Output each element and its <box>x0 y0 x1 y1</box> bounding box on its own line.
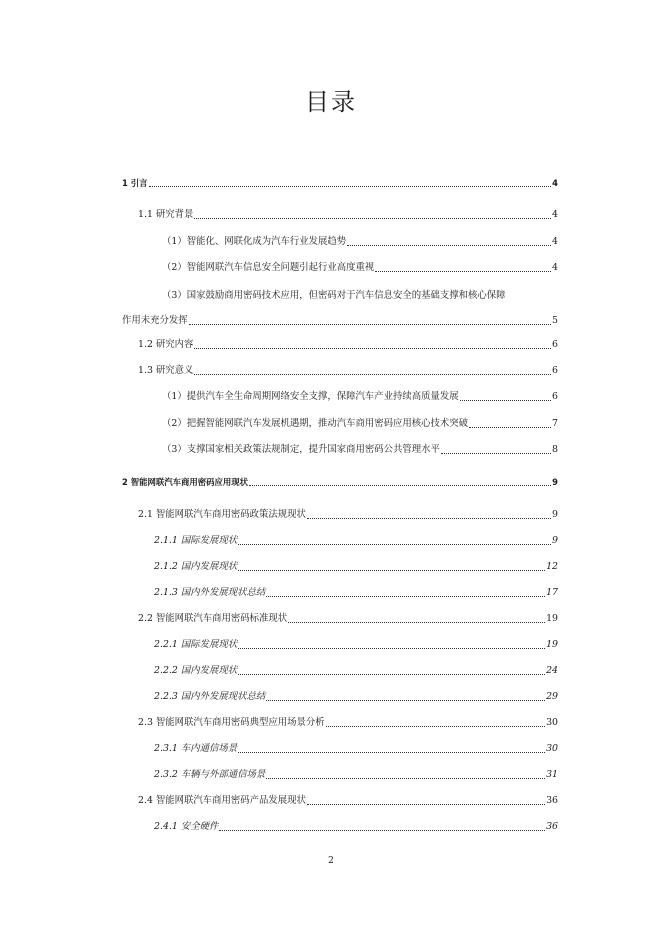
toc-entry[interactable] <box>154 768 558 782</box>
toc-entry[interactable] <box>138 716 558 730</box>
toc-leader-dots <box>347 245 551 246</box>
toc-leader-dots <box>238 648 545 649</box>
toc-entry[interactable] <box>138 508 558 522</box>
toc-entry-title: 2.4.1 安全硬件 <box>154 821 219 832</box>
toc-entry-page: 29 <box>546 691 558 702</box>
toc-leader-dots <box>266 596 545 597</box>
toc-leader-dots <box>238 674 545 675</box>
toc-leader-dots <box>194 218 551 219</box>
toc-entry-title: （1）智能化、网联化成为汽车行业发展趋势 <box>162 236 347 247</box>
toc-entry-title: （3）支撑国家相关政策法规制定，提升国家商用密码公共管理水平 <box>162 444 440 455</box>
toc-entry[interactable] <box>162 261 558 275</box>
toc-leader-dots <box>441 453 551 454</box>
toc-entry-title: 2.2 智能网联汽车商用密码标准现状 <box>138 613 288 624</box>
toc-entry-page: 9 <box>552 535 558 546</box>
toc-entry-title: （2）把握智能网联汽车发展机遇期，推动汽车商用密码应用核心技术突破 <box>162 418 468 429</box>
toc-entry-title: 2.4 智能网联汽车商用密码产品发展现状 <box>138 795 306 806</box>
toc-entry-title: 1.3 研究意义 <box>138 365 194 376</box>
toc-entry-title: 2.2.2 国内发展现状 <box>154 665 238 676</box>
toc-entry-page: 12 <box>546 561 558 572</box>
toc-leader-dots <box>249 485 551 486</box>
toc-entry-title: （2）智能网联汽车信息安全问题引起行业高度重视 <box>162 262 375 273</box>
toc-entry-page: 4 <box>552 262 558 273</box>
toc-entry-page: 9 <box>552 477 558 487</box>
toc-entry-title: 2.2.3 国内外发展现状总结 <box>154 691 266 702</box>
toc-entry-page: 8 <box>552 444 558 455</box>
toc-entry-title: 1.1 研究背景 <box>138 209 194 220</box>
toc-leader-dots <box>219 830 545 831</box>
toc-leader-dots <box>326 726 545 727</box>
toc-entry-title: 2.1 智能网联汽车商用密码政策法规现状 <box>138 509 306 520</box>
toc-entry[interactable] <box>154 690 558 704</box>
toc-entry-wrapped-line[interactable]: （3）国家鼓励商用密码技术应用，但密码对于汽车信息安全的基础支撑和核心保障 <box>162 290 506 301</box>
toc-entry-page: 9 <box>552 509 558 520</box>
toc-leader-dots <box>266 700 545 701</box>
toc-entry-title: 2 智能网联汽车商用密码应用现状 <box>122 477 248 487</box>
toc-entry[interactable] <box>154 534 558 548</box>
toc-entry-title: 2.1.3 国内外发展现状总结 <box>154 587 266 598</box>
toc-entry[interactable] <box>162 390 558 404</box>
toc-entry-title: 2.1.1 国际发展现状 <box>154 535 238 546</box>
toc-leader-dots <box>149 186 552 187</box>
toc-entry-page: 30 <box>546 743 558 754</box>
toc-entry[interactable] <box>154 820 558 834</box>
toc-entry-title: 2.3 智能网联汽车商用密码典型应用场景分析 <box>138 717 325 728</box>
toc-entry[interactable] <box>138 208 558 222</box>
toc-leader-dots <box>460 400 551 401</box>
toc-entry-page: 30 <box>546 717 558 728</box>
toc-entry[interactable] <box>154 742 558 756</box>
toc-leader-dots <box>238 752 545 753</box>
toc-entry[interactable] <box>162 443 558 457</box>
toc-entry[interactable] <box>138 338 558 352</box>
toc-entry[interactable] <box>138 364 558 378</box>
toc-leader-dots <box>307 804 545 805</box>
toc-entry[interactable] <box>122 176 558 190</box>
toc-entry-page: 5 <box>552 315 558 326</box>
toc-entry-title: 2.3.2 车辆与外部通信场景 <box>154 769 266 780</box>
toc-leader-dots <box>469 427 551 428</box>
toc-entry-page: 17 <box>546 587 558 598</box>
toc-entry-page: 4 <box>552 236 558 247</box>
toc-entry[interactable] <box>154 560 558 574</box>
page-title: 目录 <box>305 88 357 116</box>
toc-leader-dots <box>189 324 551 325</box>
toc-entry-page: 24 <box>546 665 558 676</box>
toc-entry-page: 6 <box>552 339 558 350</box>
toc-entry-page: 36 <box>546 821 558 832</box>
toc-entry-title: 作用未充分发挥 <box>122 315 188 326</box>
toc-entry-page: 19 <box>546 613 558 624</box>
toc-leader-dots <box>238 544 551 545</box>
toc-entry-title: 2.1.2 国内发展现状 <box>154 561 238 572</box>
toc-leader-dots <box>307 518 551 519</box>
toc-leader-dots <box>375 271 551 272</box>
toc-entry-page: 6 <box>552 365 558 376</box>
toc-entry[interactable] <box>122 314 558 328</box>
toc-entry-page: 31 <box>546 769 558 780</box>
toc-entry[interactable] <box>138 612 558 626</box>
toc-entry[interactable] <box>162 235 558 249</box>
toc-leader-dots <box>194 374 551 375</box>
toc-entry[interactable] <box>154 664 558 678</box>
toc-entry[interactable] <box>122 475 558 489</box>
toc-leader-dots <box>266 778 545 779</box>
toc-entry-title: 1.2 研究内容 <box>138 339 194 350</box>
toc-entry-title: （1）提供汽车全生命周期网络安全支撑，保障汽车产业持续高质量发展 <box>162 391 459 402</box>
toc-entry-page: 36 <box>546 795 558 806</box>
toc-leader-dots <box>288 622 545 623</box>
toc-entry-page: 6 <box>552 391 558 402</box>
toc-leader-dots <box>194 348 551 349</box>
toc-entry-page: 4 <box>552 178 558 188</box>
toc-entry-page: 4 <box>552 209 558 220</box>
toc-entry[interactable] <box>154 586 558 600</box>
toc-entry-page: 19 <box>546 639 558 650</box>
toc-entry-page: 7 <box>552 418 558 429</box>
toc-entry-title: 2.2.1 国际发展现状 <box>154 639 238 650</box>
page-number: 2 <box>328 856 334 866</box>
toc-entry-title: 2.3.1 车内通信场景 <box>154 743 238 754</box>
toc-leader-dots <box>238 570 545 571</box>
toc-entry[interactable] <box>154 638 558 652</box>
toc-entry-title: 1 引言 <box>122 178 148 188</box>
toc-entry[interactable] <box>138 794 558 808</box>
toc-entry[interactable] <box>162 417 558 431</box>
